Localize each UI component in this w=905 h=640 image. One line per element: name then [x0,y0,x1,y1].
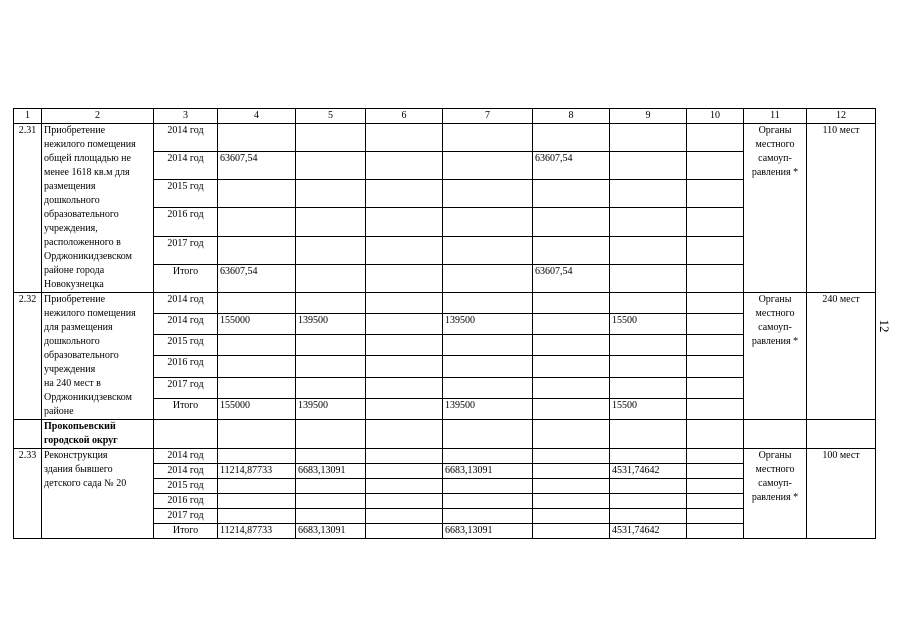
org-line: местного [755,139,795,150]
value-cell-c5: 6683,13091 [296,464,366,479]
header-cell: 5 [296,109,366,124]
value-cell-c9 [610,236,687,264]
value-cell-c5 [296,293,366,314]
value-cell-c8 [533,236,610,264]
item-number-cell: 2.32 [14,293,42,420]
header-cell: 1 [14,109,42,124]
org-line: местного [755,308,795,319]
value-cell-c5 [296,180,366,208]
org-line: равления * [751,492,799,503]
org-line: самоуп- [758,153,792,164]
value-cell-c5 [296,449,366,464]
capacity-cell: 110 мест [807,124,876,293]
capacity-cell: 100 мест [807,449,876,539]
item-name-line: дошкольного [44,336,100,347]
item-name-line: размещения [44,181,96,192]
value-cell-c6 [366,264,443,292]
empty-cell [687,420,744,449]
value-cell-c4: 155000 [218,314,296,335]
value-cell-c8: 63607,54 [533,264,610,292]
value-cell-c10 [687,479,744,494]
value-cell-c7 [443,152,533,180]
value-cell-c6 [366,208,443,236]
year-label-cell: 2016 год [154,356,218,377]
value-cell-c8: 63607,54 [533,152,610,180]
empty-cell [218,420,296,449]
value-cell-c8 [533,524,610,539]
item-name-line: Новокузнецка [44,279,104,290]
value-cell-c6 [366,524,443,539]
value-cell-c6 [366,509,443,524]
value-cell-c10 [687,236,744,264]
year-label-cell: Итого [154,264,218,292]
value-cell-c4 [218,124,296,152]
value-cell-c7 [443,335,533,356]
header-cell: 9 [610,109,687,124]
year-label-cell: Итого [154,398,218,419]
value-cell-c5 [296,264,366,292]
value-cell-c8 [533,293,610,314]
empty-cell [807,420,876,449]
value-cell-c5 [296,377,366,398]
value-cell-c4 [218,356,296,377]
value-cell-c9 [610,356,687,377]
empty-cell [610,420,687,449]
value-cell-c8 [533,494,610,509]
year-label-cell: Итого [154,524,218,539]
empty-cell [533,420,610,449]
value-cell-c4 [218,449,296,464]
responsible-org-cell [744,124,807,293]
responsible-org-cell [744,293,807,420]
value-cell-c8 [533,208,610,236]
value-cell-c4: 63607,54 [218,264,296,292]
value-cell-c10 [687,524,744,539]
capacity-cell: 240 мест [807,293,876,420]
value-cell-c10 [687,356,744,377]
value-cell-c4 [218,479,296,494]
org-line: самоуп- [758,322,792,333]
org-line: самоуп- [758,478,792,489]
value-cell-c7 [443,356,533,377]
header-cell: 11 [744,109,807,124]
value-cell-c6 [366,314,443,335]
year-label-cell: 2014 год [154,449,218,464]
budget-table [13,108,876,539]
header-cell: 3 [154,109,218,124]
table-body [14,109,876,539]
header-cell: 4 [218,109,296,124]
value-cell-c8 [533,180,610,208]
value-cell-c4: 63607,54 [218,152,296,180]
value-cell-c9 [610,449,687,464]
year-label-cell: 2017 год [154,509,218,524]
value-cell-c4 [218,335,296,356]
value-cell-c7: 6683,13091 [443,524,533,539]
value-cell-c8 [533,479,610,494]
value-cell-c10 [687,464,744,479]
year-label-cell: 2016 год [154,494,218,509]
year-label-cell: 2015 год [154,335,218,356]
section-name-line: Прокопьевский [44,421,116,432]
item-number-cell: 2.33 [14,449,42,539]
value-cell-c10 [687,180,744,208]
value-cell-c10 [687,449,744,464]
value-cell-c8 [533,509,610,524]
value-cell-c9: 4531,74642 [610,464,687,479]
year-label-cell: 2014 год [154,152,218,180]
value-cell-c5 [296,124,366,152]
year-label-cell: 2014 год [154,464,218,479]
header-cell: 2 [42,109,154,124]
item-name-line: Орджоникидзевском [44,392,132,403]
empty-cell [443,420,533,449]
value-cell-c10 [687,208,744,236]
value-cell-c6 [366,180,443,208]
value-cell-c7 [443,449,533,464]
value-cell-c4 [218,494,296,509]
year-label-cell: 2017 год [154,236,218,264]
value-cell-c4 [218,208,296,236]
org-line: Органы [758,125,792,136]
value-cell-c6 [366,124,443,152]
item-name-line: дошкольного [44,195,100,206]
value-cell-c7 [443,124,533,152]
value-cell-c4 [218,180,296,208]
item-name-line: здания бывшего [44,464,113,475]
value-cell-c4 [218,293,296,314]
year-label-cell: 2014 год [154,293,218,314]
item-name-line: учреждения [44,364,96,375]
value-cell-c9 [610,180,687,208]
value-cell-c5: 6683,13091 [296,524,366,539]
empty-cell [366,420,443,449]
table-row [14,449,876,464]
item-name-line: для размещения [44,322,113,333]
value-cell-c5: 139500 [296,398,366,419]
item-name-line: детского сада № 20 [44,478,127,489]
item-name-line: расположенного в [44,237,121,248]
value-cell-c8 [533,356,610,377]
section-num-cell [14,420,42,449]
value-cell-c7 [443,479,533,494]
empty-cell [744,420,807,449]
value-cell-c9 [610,494,687,509]
value-cell-c5 [296,356,366,377]
org-line: Органы [758,450,792,461]
value-cell-c6 [366,293,443,314]
year-label-cell: 2014 год [154,124,218,152]
item-name-line: образовательного [44,209,119,220]
value-cell-c9 [610,509,687,524]
value-cell-c8 [533,449,610,464]
value-cell-c9 [610,264,687,292]
year-label-cell: 2015 год [154,479,218,494]
value-cell-c10 [687,264,744,292]
org-line: равления * [751,167,799,178]
header-cell: 10 [687,109,744,124]
item-name-line: образовательного [44,350,119,361]
value-cell-c5 [296,509,366,524]
value-cell-c4 [218,236,296,264]
value-cell-c7 [443,293,533,314]
value-cell-c6 [366,449,443,464]
item-name-line: Приобретение [44,125,106,136]
section-name-line: городской округ [44,435,118,446]
item-name-line: районе [44,406,74,417]
value-cell-c6 [366,152,443,180]
value-cell-c4: 155000 [218,398,296,419]
year-label-cell: 2015 год [154,180,218,208]
value-cell-c9 [610,152,687,180]
value-cell-c9 [610,479,687,494]
value-cell-c5 [296,479,366,494]
section-row [14,420,876,449]
item-name-line: нежилого помещения [44,139,136,150]
value-cell-c4: 11214,87733 [218,464,296,479]
value-cell-c9 [610,208,687,236]
value-cell-c8 [533,377,610,398]
value-cell-c7 [443,264,533,292]
value-cell-c9 [610,377,687,398]
value-cell-c10 [687,124,744,152]
item-name-line: общей площадью не [44,153,131,164]
value-cell-c10 [687,509,744,524]
value-cell-c5: 139500 [296,314,366,335]
item-name-line: учреждения, [44,223,98,234]
value-cell-c6 [366,479,443,494]
org-line: местного [755,464,795,475]
header-cell: 8 [533,109,610,124]
value-cell-c6 [366,494,443,509]
value-cell-c10 [687,314,744,335]
header-row [14,109,876,124]
value-cell-c6 [366,335,443,356]
value-cell-c10 [687,293,744,314]
value-cell-c6 [366,236,443,264]
item-name-line: Орджоникидзевском [44,251,132,262]
item-name-line: нежилого помещения [44,308,136,319]
empty-cell [154,420,218,449]
item-name-line: Реконструкция [44,450,108,461]
value-cell-c5 [296,494,366,509]
value-cell-c9: 4531,74642 [610,524,687,539]
header-cell: 12 [807,109,876,124]
year-label-cell: 2014 год [154,314,218,335]
value-cell-c10 [687,494,744,509]
value-cell-c4 [218,509,296,524]
org-line: Органы [758,294,792,305]
value-cell-c6 [366,464,443,479]
table-row [14,293,876,314]
section-name-cell [42,420,154,449]
value-cell-c7 [443,208,533,236]
value-cell-c8 [533,335,610,356]
item-name-cell [42,293,154,420]
responsible-org-cell [744,449,807,539]
value-cell-c7 [443,377,533,398]
header-cell: 6 [366,109,443,124]
value-cell-c8 [533,314,610,335]
value-cell-c9 [610,293,687,314]
item-name-cell [42,449,154,539]
value-cell-c8 [533,398,610,419]
value-cell-c5 [296,152,366,180]
page-number: 12 [877,319,892,333]
value-cell-c9: 15500 [610,398,687,419]
item-name-line: на 240 мест в [44,378,101,389]
value-cell-c7 [443,180,533,208]
org-line: равления * [751,336,799,347]
item-name-cell [42,124,154,293]
value-cell-c9 [610,335,687,356]
value-cell-c5 [296,236,366,264]
value-cell-c8 [533,124,610,152]
value-cell-c7 [443,236,533,264]
year-label-cell: 2016 год [154,208,218,236]
value-cell-c10 [687,377,744,398]
item-name-line: районе города [44,265,105,276]
value-cell-c7 [443,494,533,509]
header-cell: 7 [443,109,533,124]
value-cell-c8 [533,464,610,479]
value-cell-c6 [366,377,443,398]
value-cell-c10 [687,152,744,180]
section-line-wrap [44,420,151,434]
value-cell-c7: 139500 [443,314,533,335]
value-cell-c6 [366,356,443,377]
item-number-cell: 2.31 [14,124,42,293]
year-label-cell: 2017 год [154,377,218,398]
value-cell-c9: 15500 [610,314,687,335]
empty-cell [296,420,366,449]
value-cell-c4 [218,377,296,398]
value-cell-c7 [443,509,533,524]
value-cell-c5 [296,335,366,356]
value-cell-c7: 139500 [443,398,533,419]
table-row [14,124,876,152]
section-line-wrap [44,434,151,448]
value-cell-c10 [687,335,744,356]
value-cell-c9 [610,124,687,152]
value-cell-c5 [296,208,366,236]
value-cell-c7: 6683,13091 [443,464,533,479]
value-cell-c4: 11214,87733 [218,524,296,539]
value-cell-c10 [687,398,744,419]
item-name-line: менее 1618 кв.м для [44,167,130,178]
item-name-line: Приобретение [44,294,106,305]
value-cell-c6 [366,398,443,419]
